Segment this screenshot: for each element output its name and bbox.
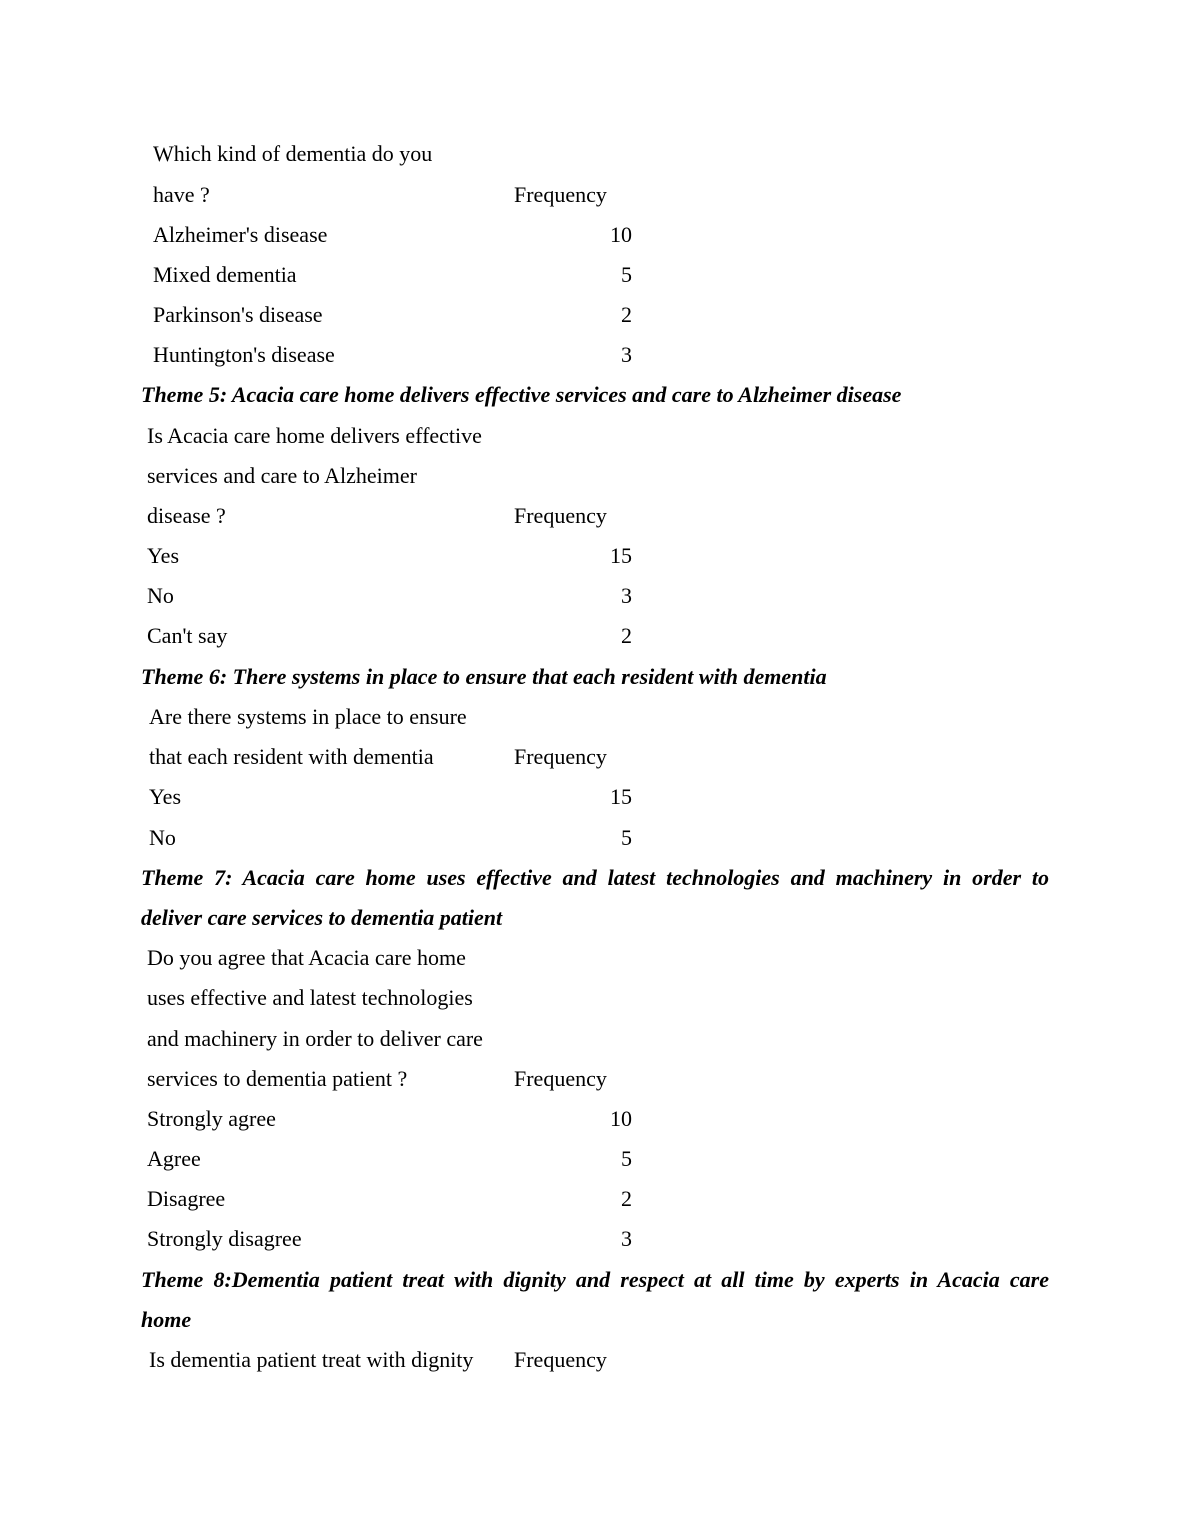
- theme7-row-value: 5: [621, 1146, 632, 1171]
- theme5-row-value: 2: [621, 623, 632, 648]
- table1-row-label: Mixed dementia: [153, 262, 297, 287]
- theme5-question-line: Is Acacia care home delivers effective: [147, 423, 482, 448]
- table1-question-line: Which kind of dementia do you: [153, 141, 433, 166]
- table1-row-value: 10: [610, 222, 632, 247]
- theme7-question-line: uses effective and latest technologies: [147, 985, 473, 1010]
- theme7-question-line: Do you agree that Acacia care home: [147, 945, 466, 970]
- theme5-row-value: 3: [621, 583, 632, 608]
- theme8-heading-line: home: [141, 1307, 192, 1332]
- theme6-row-label: Yes: [149, 784, 182, 809]
- theme7-row-label: Agree: [147, 1146, 201, 1171]
- theme5-question-line: services and care to Alzheimer: [147, 463, 417, 488]
- theme7-row-label: Strongly agree: [147, 1106, 276, 1131]
- theme5-row-label: Yes: [147, 543, 180, 568]
- table1-row-value: 2: [621, 302, 632, 327]
- theme7-question-line: services to dementia patient ?: [147, 1066, 408, 1091]
- table1-row-label: Alzheimer's disease: [153, 222, 328, 247]
- table1-row-value: 5: [621, 262, 632, 287]
- theme6-row-value: 15: [610, 784, 632, 809]
- theme8-heading-line: Theme 8:Dementia patient treat with dignity and respect at all time by experts in Acacia care: [141, 1267, 1049, 1292]
- theme6-question-line: that each resident with dementia: [149, 744, 434, 769]
- theme5-row-label: No: [147, 583, 174, 608]
- theme6-frequency-header: Frequency: [514, 744, 607, 769]
- theme5-row-value: 15: [610, 543, 632, 568]
- table1-row-label: Parkinson's disease: [153, 302, 323, 327]
- theme5-frequency-header: Frequency: [514, 503, 607, 528]
- theme7-row-value: 10: [610, 1106, 632, 1131]
- theme8-question-line: Is dementia patient treat with dignity: [149, 1347, 474, 1372]
- theme8-frequency-header: Frequency: [514, 1347, 607, 1372]
- table1-question-line: have ?: [153, 182, 210, 207]
- theme7-row-value: 3: [621, 1226, 632, 1251]
- theme5-row-label: Can't say: [147, 623, 228, 648]
- table1-frequency-header: Frequency: [514, 182, 607, 207]
- theme7-heading-line: Theme 7: Acacia care home uses effective and latest technologies and machinery in order to: [141, 865, 1049, 890]
- theme7-heading-line: deliver care services to dementia patient: [141, 905, 503, 930]
- theme5-heading: Theme 5: Acacia care home delivers effective services and care to Alzheimer disease: [141, 382, 902, 407]
- table1-row-label: Huntington's disease: [153, 342, 335, 367]
- theme7-row-value: 2: [621, 1186, 632, 1211]
- theme6-heading: Theme 6: There systems in place to ensure that each resident with dementia: [141, 664, 827, 689]
- theme7-row-label: Strongly disagree: [147, 1226, 302, 1251]
- theme6-row-value: 5: [621, 825, 632, 850]
- theme6-row-label: No: [149, 825, 176, 850]
- theme7-question-line: and machinery in order to deliver care: [147, 1026, 483, 1051]
- theme7-row-label: Disagree: [147, 1186, 226, 1211]
- theme7-frequency-header: Frequency: [514, 1066, 607, 1091]
- theme6-question-line: Are there systems in place to ensure: [149, 704, 467, 729]
- theme5-question-line: disease ?: [147, 503, 226, 528]
- table1-row-value: 3: [621, 342, 632, 367]
